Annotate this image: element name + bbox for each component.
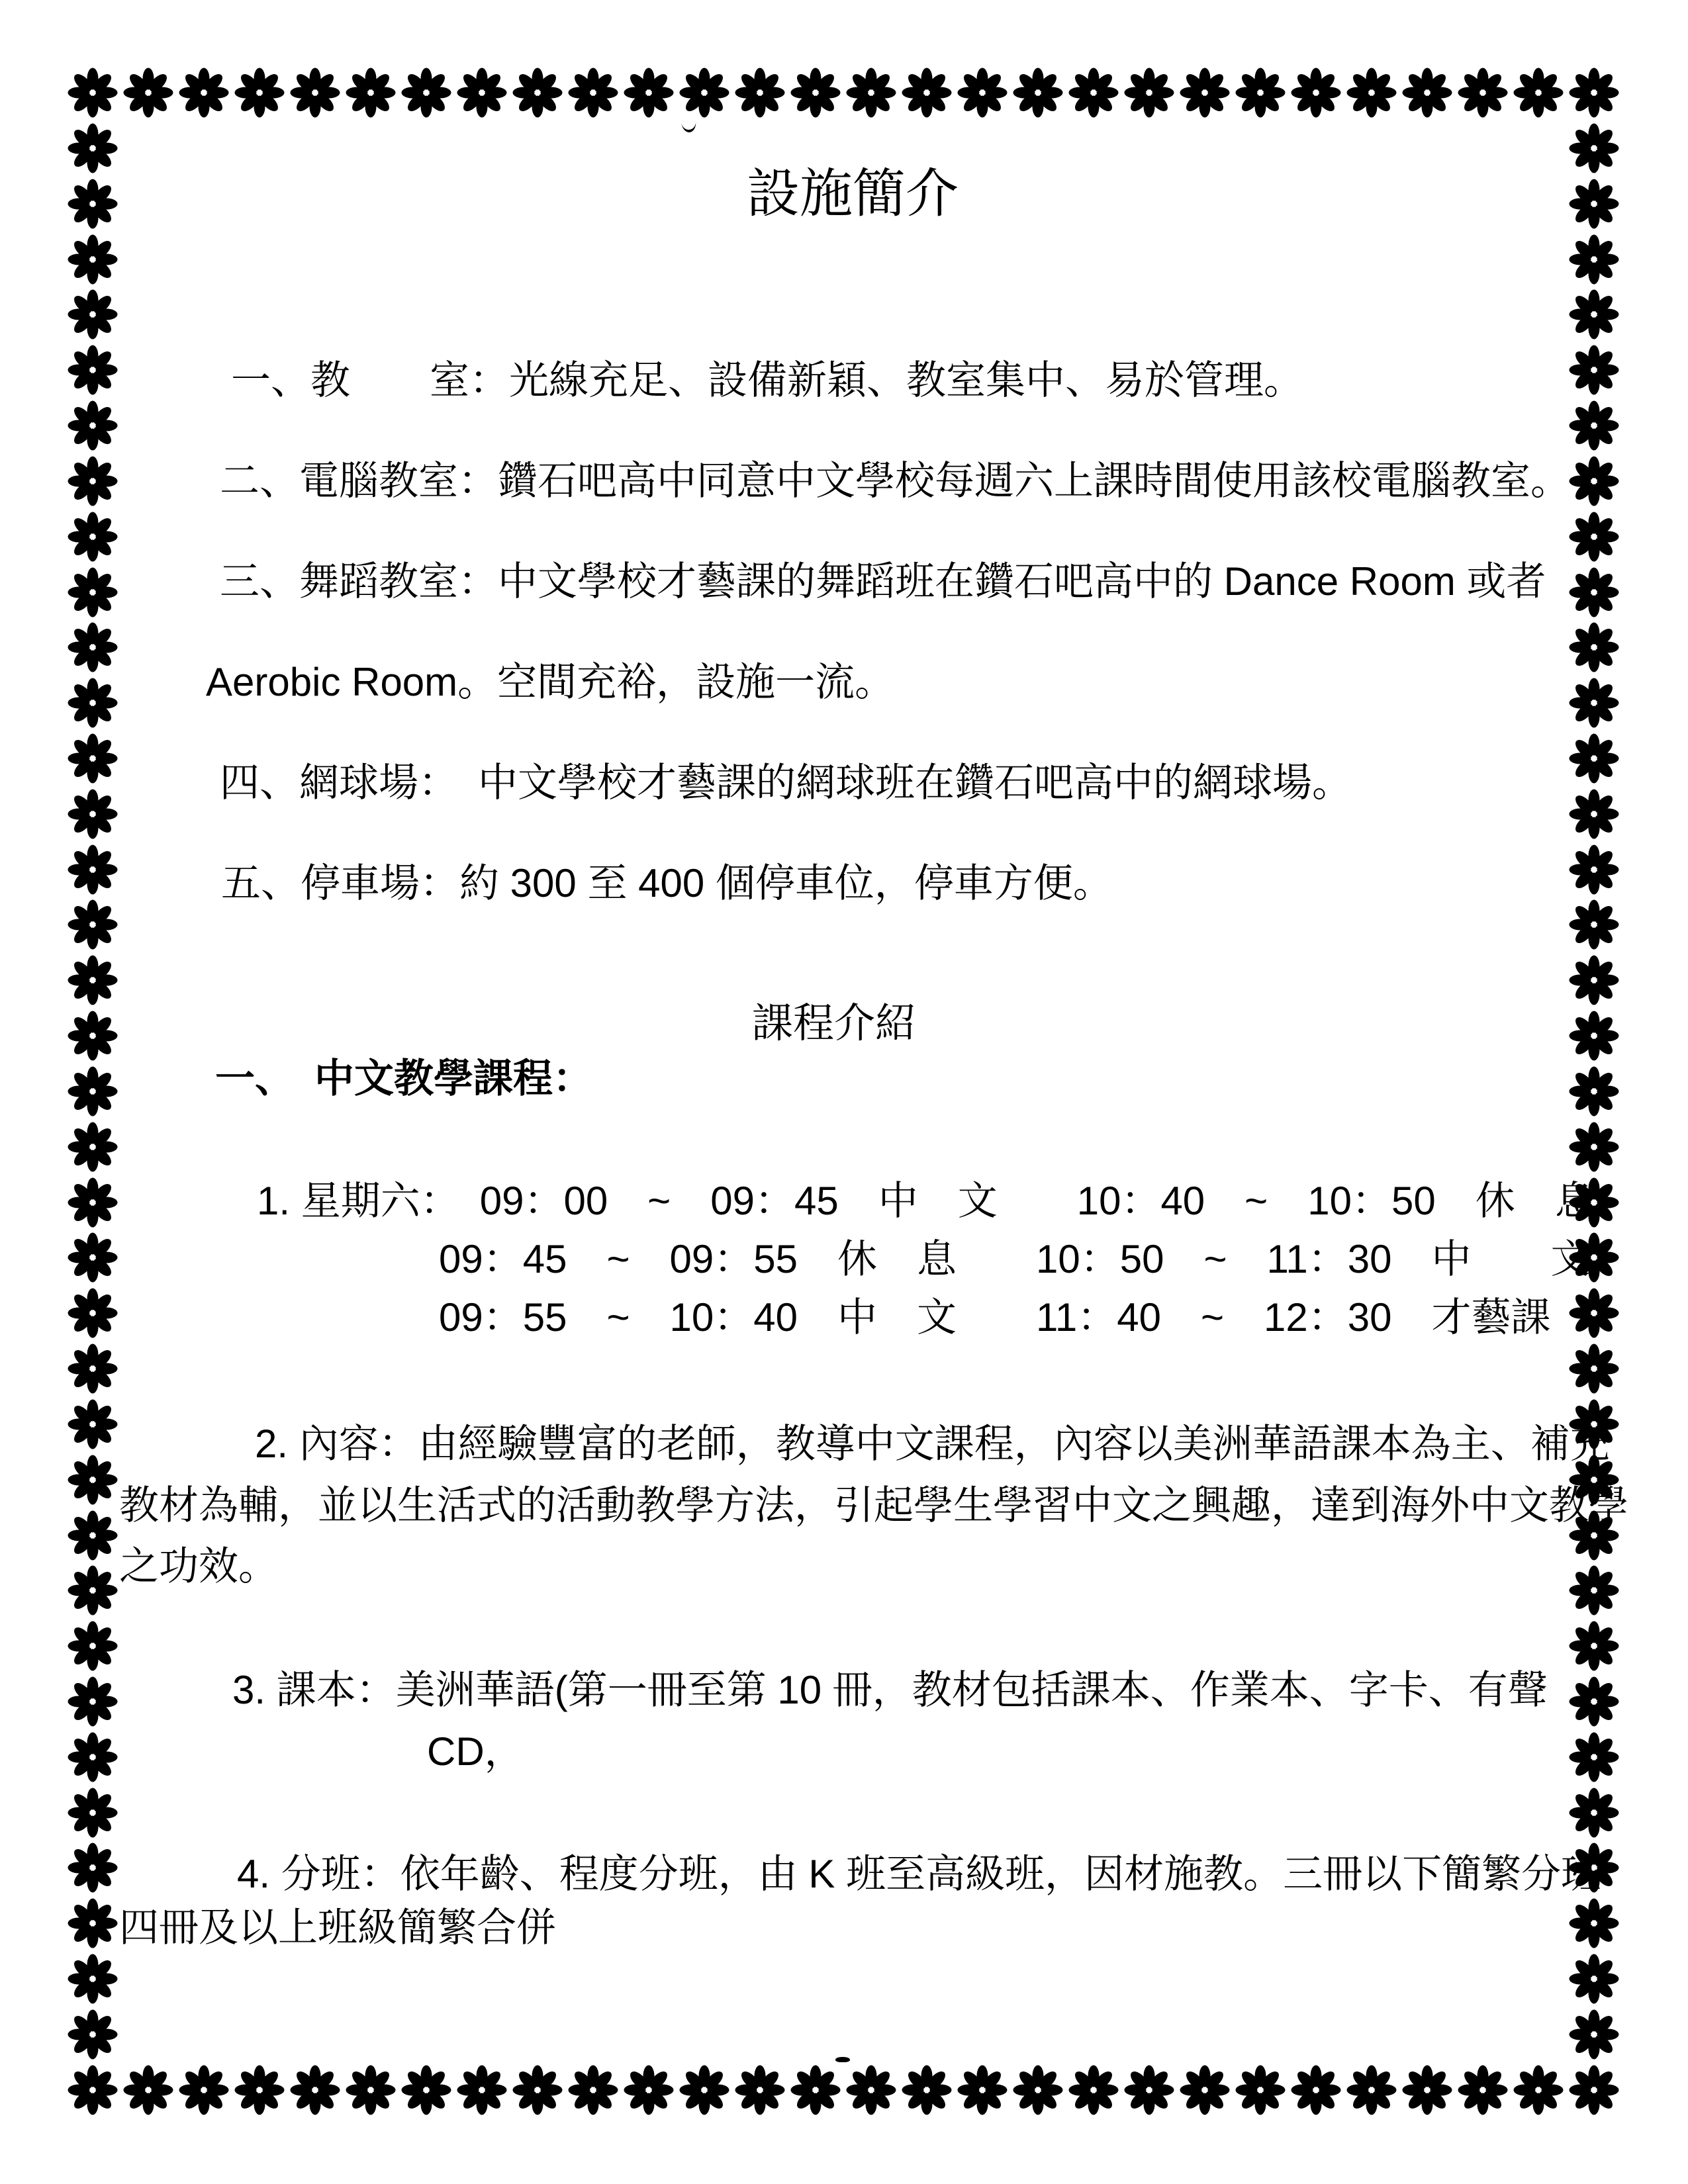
course-item-placement-wrap: 四冊及以上班級簡繁合併 [119, 1905, 556, 1950]
border-flower-icon [68, 1399, 118, 1449]
border-flower-icon [1569, 1066, 1619, 1116]
border-flower-icon [1235, 2065, 1286, 2115]
border-flower-icon [68, 899, 118, 950]
border-flower-icon [1013, 68, 1063, 118]
border-flower-icon [68, 1565, 118, 1615]
border-flower-icon [68, 2009, 118, 2060]
border-flower-icon [68, 1954, 118, 2004]
border-flower-icon [679, 2065, 729, 2115]
border-flower-icon [902, 2065, 952, 2115]
border-flower-icon [68, 789, 118, 839]
border-flower-icon [68, 1288, 118, 1338]
border-flower-icon [1569, 68, 1619, 118]
border-flower-icon [1124, 68, 1174, 118]
border-flower-icon [123, 68, 173, 118]
border-flower-icon [790, 2065, 841, 2115]
border-flower-icon [902, 68, 952, 118]
border-flower-icon [1569, 844, 1619, 895]
border-flower-icon [512, 68, 563, 118]
border-flower-icon [68, 1676, 118, 1727]
border-flower-icon [68, 1732, 118, 1782]
border-flower-icon [1569, 456, 1619, 506]
border-flower-icon [68, 1177, 118, 1228]
stray-mark-top [681, 121, 697, 133]
border-flower-icon [1402, 68, 1452, 118]
course-item-content-wrap1: 教材為輔，並以生活式的活動教學方法，引起學生學習中文之興趣，達到海外中文教學 [119, 1483, 1628, 1527]
border-flower-icon [568, 2065, 618, 2115]
border-flower-icon [1569, 789, 1619, 839]
border-flower-icon [179, 68, 229, 118]
border-flower-icon [846, 2065, 896, 2115]
border-flower-icon [1569, 622, 1619, 672]
border-flower-icon [1513, 2065, 1564, 2115]
border-flower-icon [1569, 2009, 1619, 2060]
border-flower-icon [512, 2065, 563, 2115]
border-flower-icon [1569, 179, 1619, 229]
border-flower-icon [68, 345, 118, 395]
border-flower-icon [1513, 68, 1564, 118]
page-title: 設施簡介 [747, 164, 959, 223]
border-flower-icon [1291, 68, 1341, 118]
border-flower-icon [68, 567, 118, 617]
border-flower-icon [1013, 2065, 1063, 2115]
border-flower-icon [68, 1455, 118, 1505]
schedule-line-1: 1. 星期六： 09：00 ~ 09：45 中 文 10：40 ~ 10：50 休 息 [257, 1179, 1595, 1223]
border-flower-icon [1180, 68, 1230, 118]
border-flower-icon [1346, 2065, 1397, 2115]
border-flower-icon [68, 678, 118, 728]
border-flower-icon [68, 1898, 118, 1948]
border-flower-icon [401, 2065, 451, 2115]
border-flower-icon [624, 2065, 674, 2115]
border-flower-icon [68, 234, 118, 285]
border-flower-icon [1569, 1288, 1619, 1338]
course-item-textbook: 3. 課本：美洲華語(第一冊至第 10 冊，教材包括課本、作業本、字卡、有聲 [232, 1668, 1548, 1712]
border-flower-icon [1124, 2065, 1174, 2115]
border-flower-icon [68, 289, 118, 340]
border-flower-icon [290, 68, 340, 118]
border-flower-icon [346, 68, 396, 118]
border-flower-icon [68, 1788, 118, 1838]
border-flower-icon [234, 2065, 285, 2115]
border-flower-icon [1569, 567, 1619, 617]
border-flower-icon [1458, 68, 1508, 118]
border-flower-icon [1569, 1343, 1619, 1394]
border-flower-icon [1068, 68, 1119, 118]
border-flower-icon [1569, 1676, 1619, 1727]
border-flower-icon [179, 2065, 229, 2115]
border-flower-icon [68, 1510, 118, 1561]
border-flower-icon [1402, 2065, 1452, 2115]
border-flower-icon [1569, 899, 1619, 950]
border-flower-icon [1569, 1122, 1619, 1172]
border-flower-icon [1458, 2065, 1508, 2115]
facility-item-tennis-court: 四、網球場： 中文學校才藝課的網球班在鑽石吧高中的網球場。 [220, 760, 1352, 805]
border-flower-icon [68, 179, 118, 229]
border-flower-icon [68, 844, 118, 895]
border-flower-icon [735, 68, 785, 118]
border-flower-icon [68, 68, 118, 118]
border-flower-icon [1346, 68, 1397, 118]
border-flower-icon [68, 1343, 118, 1394]
border-flower-icon [1569, 400, 1619, 451]
border-flower-icon [457, 68, 507, 118]
border-flower-icon [1569, 1565, 1619, 1615]
stray-mark-bottom [835, 2057, 850, 2062]
course-item-content-wrap2: 之功效。 [119, 1544, 278, 1588]
border-flower-icon [1569, 345, 1619, 395]
border-flower-icon [68, 456, 118, 506]
border-flower-icon [957, 68, 1008, 118]
border-flower-icon [735, 2065, 785, 2115]
border-flower-icon [1569, 512, 1619, 562]
border-flower-icon [68, 955, 118, 1005]
border-flower-icon [68, 1011, 118, 1061]
border-flower-icon [68, 1621, 118, 1671]
border-flower-icon [1569, 1621, 1619, 1671]
border-flower-icon [346, 2065, 396, 2115]
border-flower-icon [1569, 1732, 1619, 1782]
border-flower-icon [1569, 733, 1619, 784]
border-flower-icon [68, 1066, 118, 1116]
border-flower-icon [290, 2065, 340, 2115]
border-flower-icon [1569, 289, 1619, 340]
border-flower-icon [846, 68, 896, 118]
border-flower-icon [1569, 678, 1619, 728]
facility-item-dance-room-wrap: Aerobic Room。空間充裕，設施一流。 [206, 660, 895, 704]
border-flower-icon [1068, 2065, 1119, 2115]
border-flower-icon [624, 68, 674, 118]
border-flower-icon [568, 68, 618, 118]
border-flower-icon [68, 1843, 118, 1893]
border-flower-icon [1291, 2065, 1341, 2115]
border-flower-icon [957, 2065, 1008, 2115]
border-flower-icon [68, 2065, 118, 2115]
course-heading-chinese-program: 一、 中文教學課程： [215, 1056, 592, 1101]
facility-item-classroom: 一、教 室：光線充足、設備新穎、教室集中、易於管理。 [231, 358, 1303, 402]
border-flower-icon [68, 123, 118, 173]
border-flower-icon [1569, 1011, 1619, 1061]
border-flower-icon [1569, 2065, 1619, 2115]
schedule-line-2: 09：45 ~ 09：55 休 息 10：50 ~ 11：30 中 文 [439, 1237, 1591, 1281]
border-flower-icon [790, 68, 841, 118]
border-flower-icon [1569, 1954, 1619, 2004]
schedule-line-3: 09：55 ~ 10：40 中 文 11：40 ~ 12：30 才藝課 [439, 1295, 1551, 1340]
border-flower-icon [1180, 2065, 1230, 2115]
border-flower-icon [401, 68, 451, 118]
facility-item-computer-room: 二、電腦教室：鑽石吧高中同意中文學校每週六上課時間使用該校電腦教室。 [220, 459, 1570, 503]
border-flower-icon [1569, 955, 1619, 1005]
border-flower-icon [1569, 1788, 1619, 1838]
course-item-textbook-wrap: CD， [427, 1729, 524, 1774]
border-flower-icon [679, 68, 729, 118]
course-item-placement: 4. 分班：依年齡、程度分班，由 K 班至高級班，因材施教。三冊以下簡繁分班 [237, 1852, 1601, 1896]
border-flower-icon [68, 400, 118, 451]
border-flower-icon [457, 2065, 507, 2115]
border-flower-icon [1569, 234, 1619, 285]
course-item-content: 2. 內容：由經驗豐富的老師，教導中文課程，內容以美洲華語課本為主、補充 [255, 1422, 1610, 1466]
section-title-course-intro: 課程介紹 [752, 1001, 917, 1046]
border-flower-icon [1569, 123, 1619, 173]
border-flower-icon [68, 1122, 118, 1172]
border-flower-icon [234, 68, 285, 118]
facility-item-dance-room: 三、舞蹈教室：中文學校才藝課的舞蹈班在鑽石吧高中的 Dance Room 或者 [220, 559, 1546, 604]
border-flower-icon [123, 2065, 173, 2115]
border-flower-icon [68, 622, 118, 672]
border-flower-icon [68, 512, 118, 562]
border-flower-icon [1235, 68, 1286, 118]
facility-item-parking-lot: 五、停車場：約 300 至 400 個停車位，停車方便。 [221, 861, 1113, 905]
border-flower-icon [1569, 1898, 1619, 1948]
border-flower-icon [68, 733, 118, 784]
border-flower-icon [68, 1232, 118, 1283]
